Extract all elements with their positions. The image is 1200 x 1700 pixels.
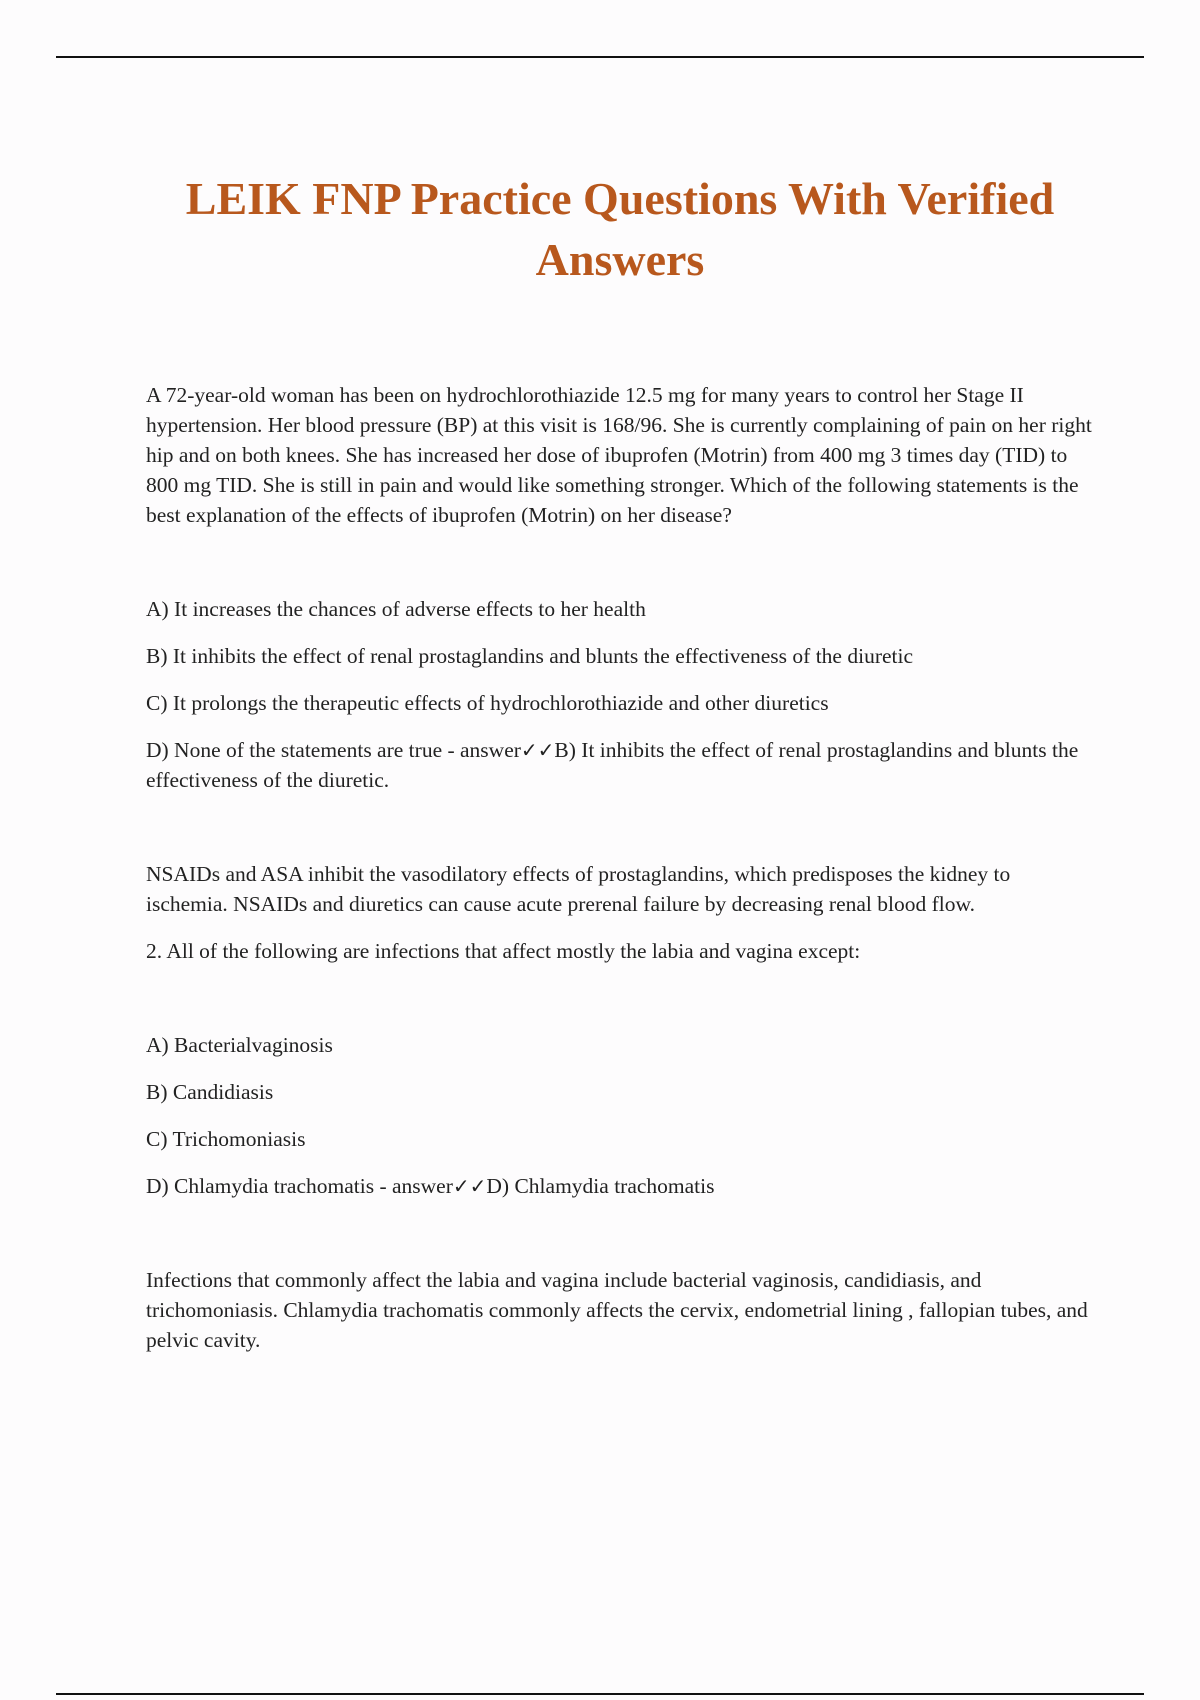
- question-1-option-b: B) It inhibits the effect of renal prostaglandins and blunts the effectiveness of the diuretic: [146, 644, 914, 668]
- document-body: [146, 380, 1096, 1355]
- question-1-option-a: A) It increases the chances of adverse effects to her health: [146, 597, 646, 621]
- question-2-option-c: C) Trichomoniasis: [146, 1127, 306, 1151]
- question-2-option-d-with-answer: [146, 1171, 1096, 1201]
- question-2-option-d: D) Chlamydia trachomatis - answer: [146, 1174, 453, 1198]
- question-2-answer: D) Chlamydia trachomatis: [486, 1174, 715, 1198]
- question-1-rationale: NSAIDs and ASA inhibit the vasodilatory effects of prostaglandins, which predisposes the kidney to ischemia. NSAIDs and diuretics can cause acute prerenal failure by decreasing renal blood flow.: [146, 862, 1011, 916]
- bottom-rule: [56, 1693, 1144, 1695]
- question-1-option-d: D) None of the statements are true - answer: [146, 738, 521, 762]
- question-1-stem: A 72-year-old woman has been on hydrochlorothiazide 12.5 mg for many years to control her Stage II hypertension. Her blood pressure (BP) at this visit is 168/96. She is currently complaining of pain on her right hip and on both knees. She has increased her dose of ibuprofen (Motrin) from 400 mg 3 times day (TID) to 800 mg TID. She is still in pain and would like something stronger. Which of the following statements is the best explanation of the effects of ibuprofen (Motrin) on her disease?: [146, 383, 1092, 527]
- question-2-option-b: B) Candidiasis: [146, 1080, 274, 1104]
- check-mark-icon: ✓✓: [452, 1174, 487, 1198]
- check-mark-icon: ✓✓: [520, 738, 555, 762]
- question-1-answer: B) It inhibits the effect of renal prostaglandins and blunts the effectiveness of the diuretic.: [146, 738, 1079, 792]
- question-1-option-c: C) It prolongs the therapeutic effects of hydrochlorothiazide and other diuretics: [146, 691, 829, 715]
- question-2-stem: 2. All of the following are infections that affect mostly the labia and vagina except:: [146, 939, 861, 963]
- question-2-option-a: A) Bacterialvaginosis: [146, 1033, 333, 1057]
- top-rule: [56, 56, 1144, 58]
- question-2-rationale: Infections that commonly affect the labia and vagina include bacterial vaginosis, candidiasis, and trichomoniasis. Chlamydia trachomatis commonly affects the cervix, endometrial lining , fallopian tubes, and pelvic cavity.: [146, 1268, 1088, 1352]
- document-title: LEIK FNP Practice Questions With Verified Answers: [185, 173, 1055, 285]
- question-1-option-d-with-answer: [146, 735, 1096, 795]
